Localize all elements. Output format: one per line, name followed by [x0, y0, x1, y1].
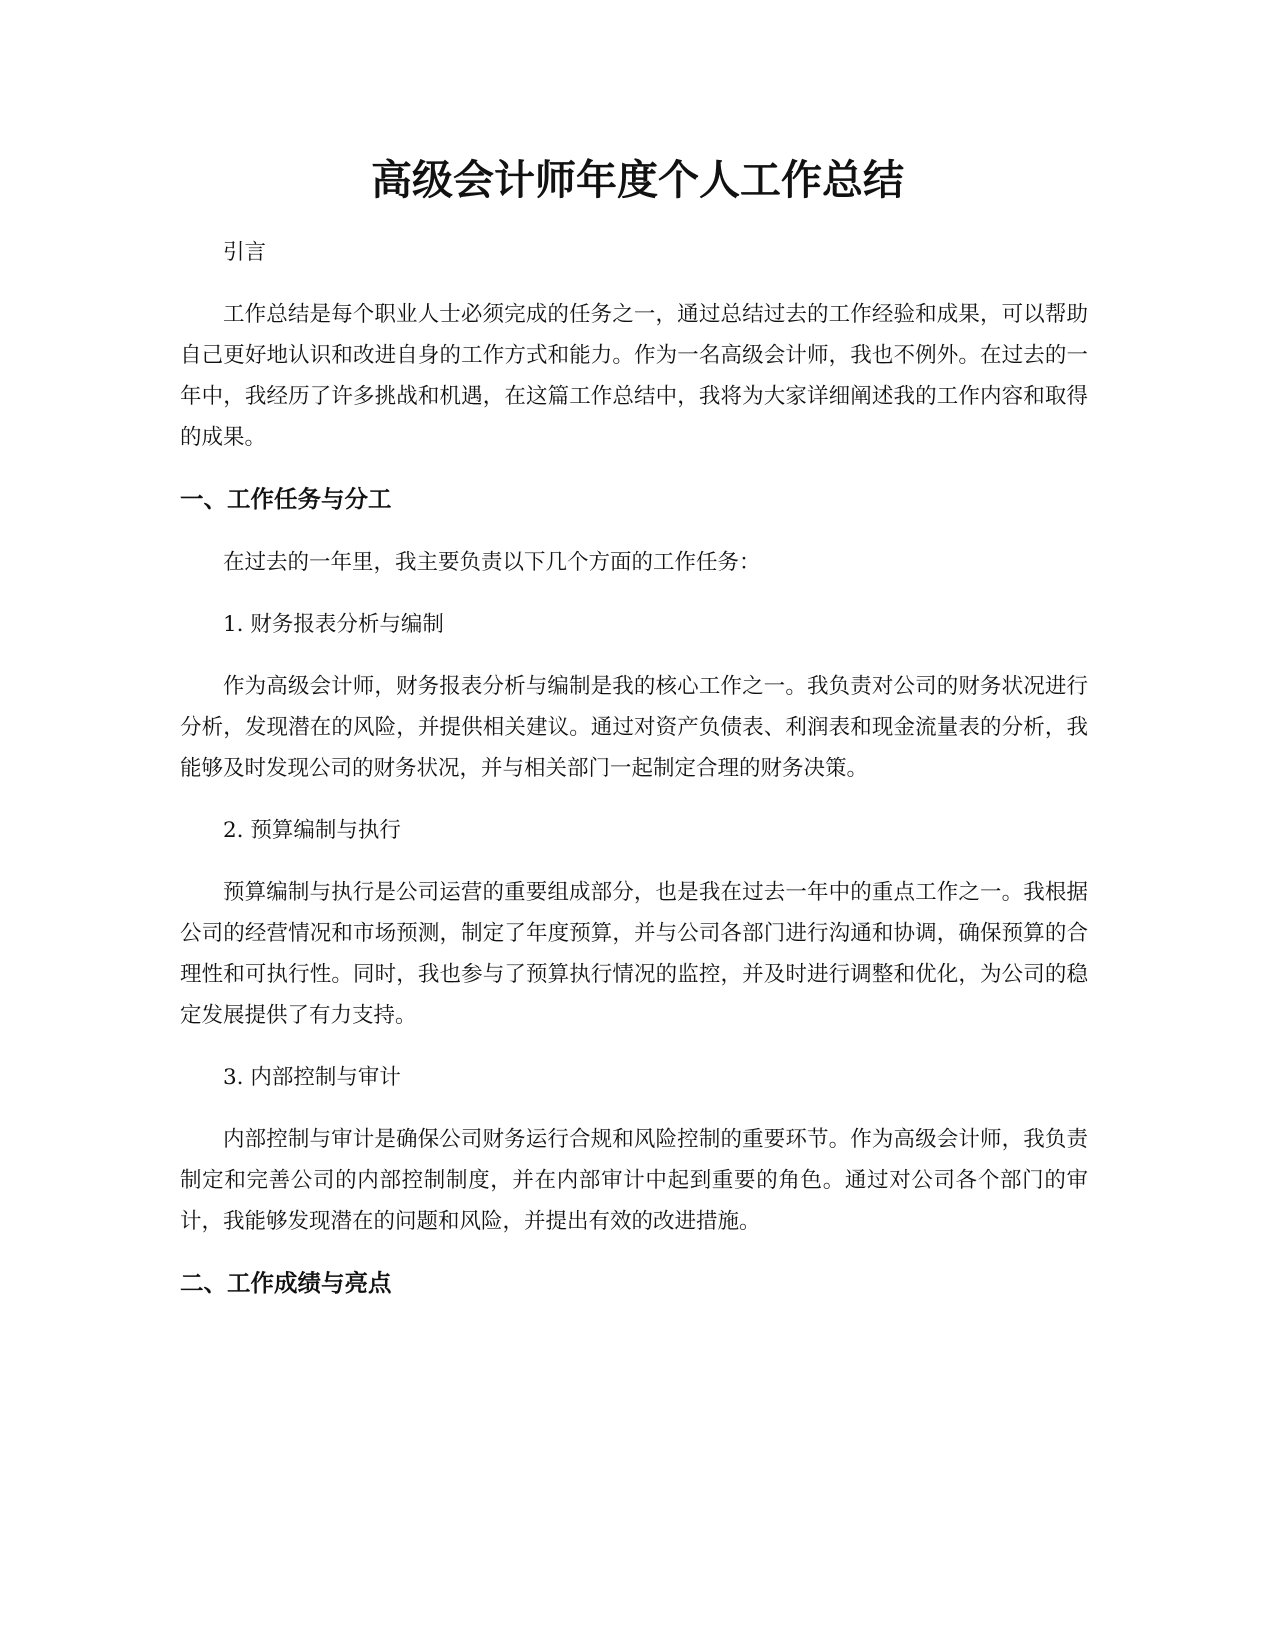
section-1-lead: 在过去的一年里，我主要负责以下几个方面的工作任务：: [223, 550, 761, 575]
intro-paragraph: 工作总结是每个职业人士必须完成的任务之一，通过总结过去的工作经验和成果，可以帮助自己更好地认识和改进自身的工作方式和能力。作为一名高级会计师，我也不例外。在过去的一年中，我经历了许多挑战和机遇，在这篇工作总结中，我将为大家详细阐述我的工作内容和取得的成果。: [180, 302, 1088, 450]
item-body-2: 预算编制与执行是公司运营的重要组成部分，也是我在过去一年中的重点工作之一。我根据公司的经营情况和市场预测，制定了年度预算，并与公司各部门进行沟通和协调，确保预算的合理性和可执行性。同时，我也参与了预算执行情况的监控，并及时进行调整和优化，为公司的稳定发展提供了有力支持。: [180, 880, 1088, 1028]
item-title-3: 3. 内部控制与审计: [223, 1065, 401, 1090]
section-heading-2: 二、工作成绩与亮点: [180, 1269, 392, 1297]
intro-label: 引言: [223, 240, 267, 265]
item-body-3: 内部控制与审计是确保公司财务运行合规和风险控制的重要环节。作为高级会计师，我负责制定和完善公司的内部控制制度，并在内部审计中起到重要的角色。通过对公司各个部门的审计，我能够发现潜在的问题和风险，并提出有效的改进措施。: [180, 1127, 1088, 1234]
section-heading-1: 一、工作任务与分工: [180, 485, 392, 513]
document-body: [180, 232, 1088, 1326]
document-title: 高级会计师年度个人工作总结: [371, 156, 904, 204]
item-body-1: 作为高级会计师，财务报表分析与编制是我的核心工作之一。我负责对公司的财务状况进行分析，发现潜在的风险，并提供相关建议。通过对资产负债表、利润表和现金流量表的分析，我能够及时发现公司的财务状况，并与相关部门一起制定合理的财务决策。: [180, 674, 1088, 781]
item-title-2: 2. 预算编制与执行: [223, 818, 401, 843]
item-title-1: 1. 财务报表分析与编制: [223, 612, 444, 637]
